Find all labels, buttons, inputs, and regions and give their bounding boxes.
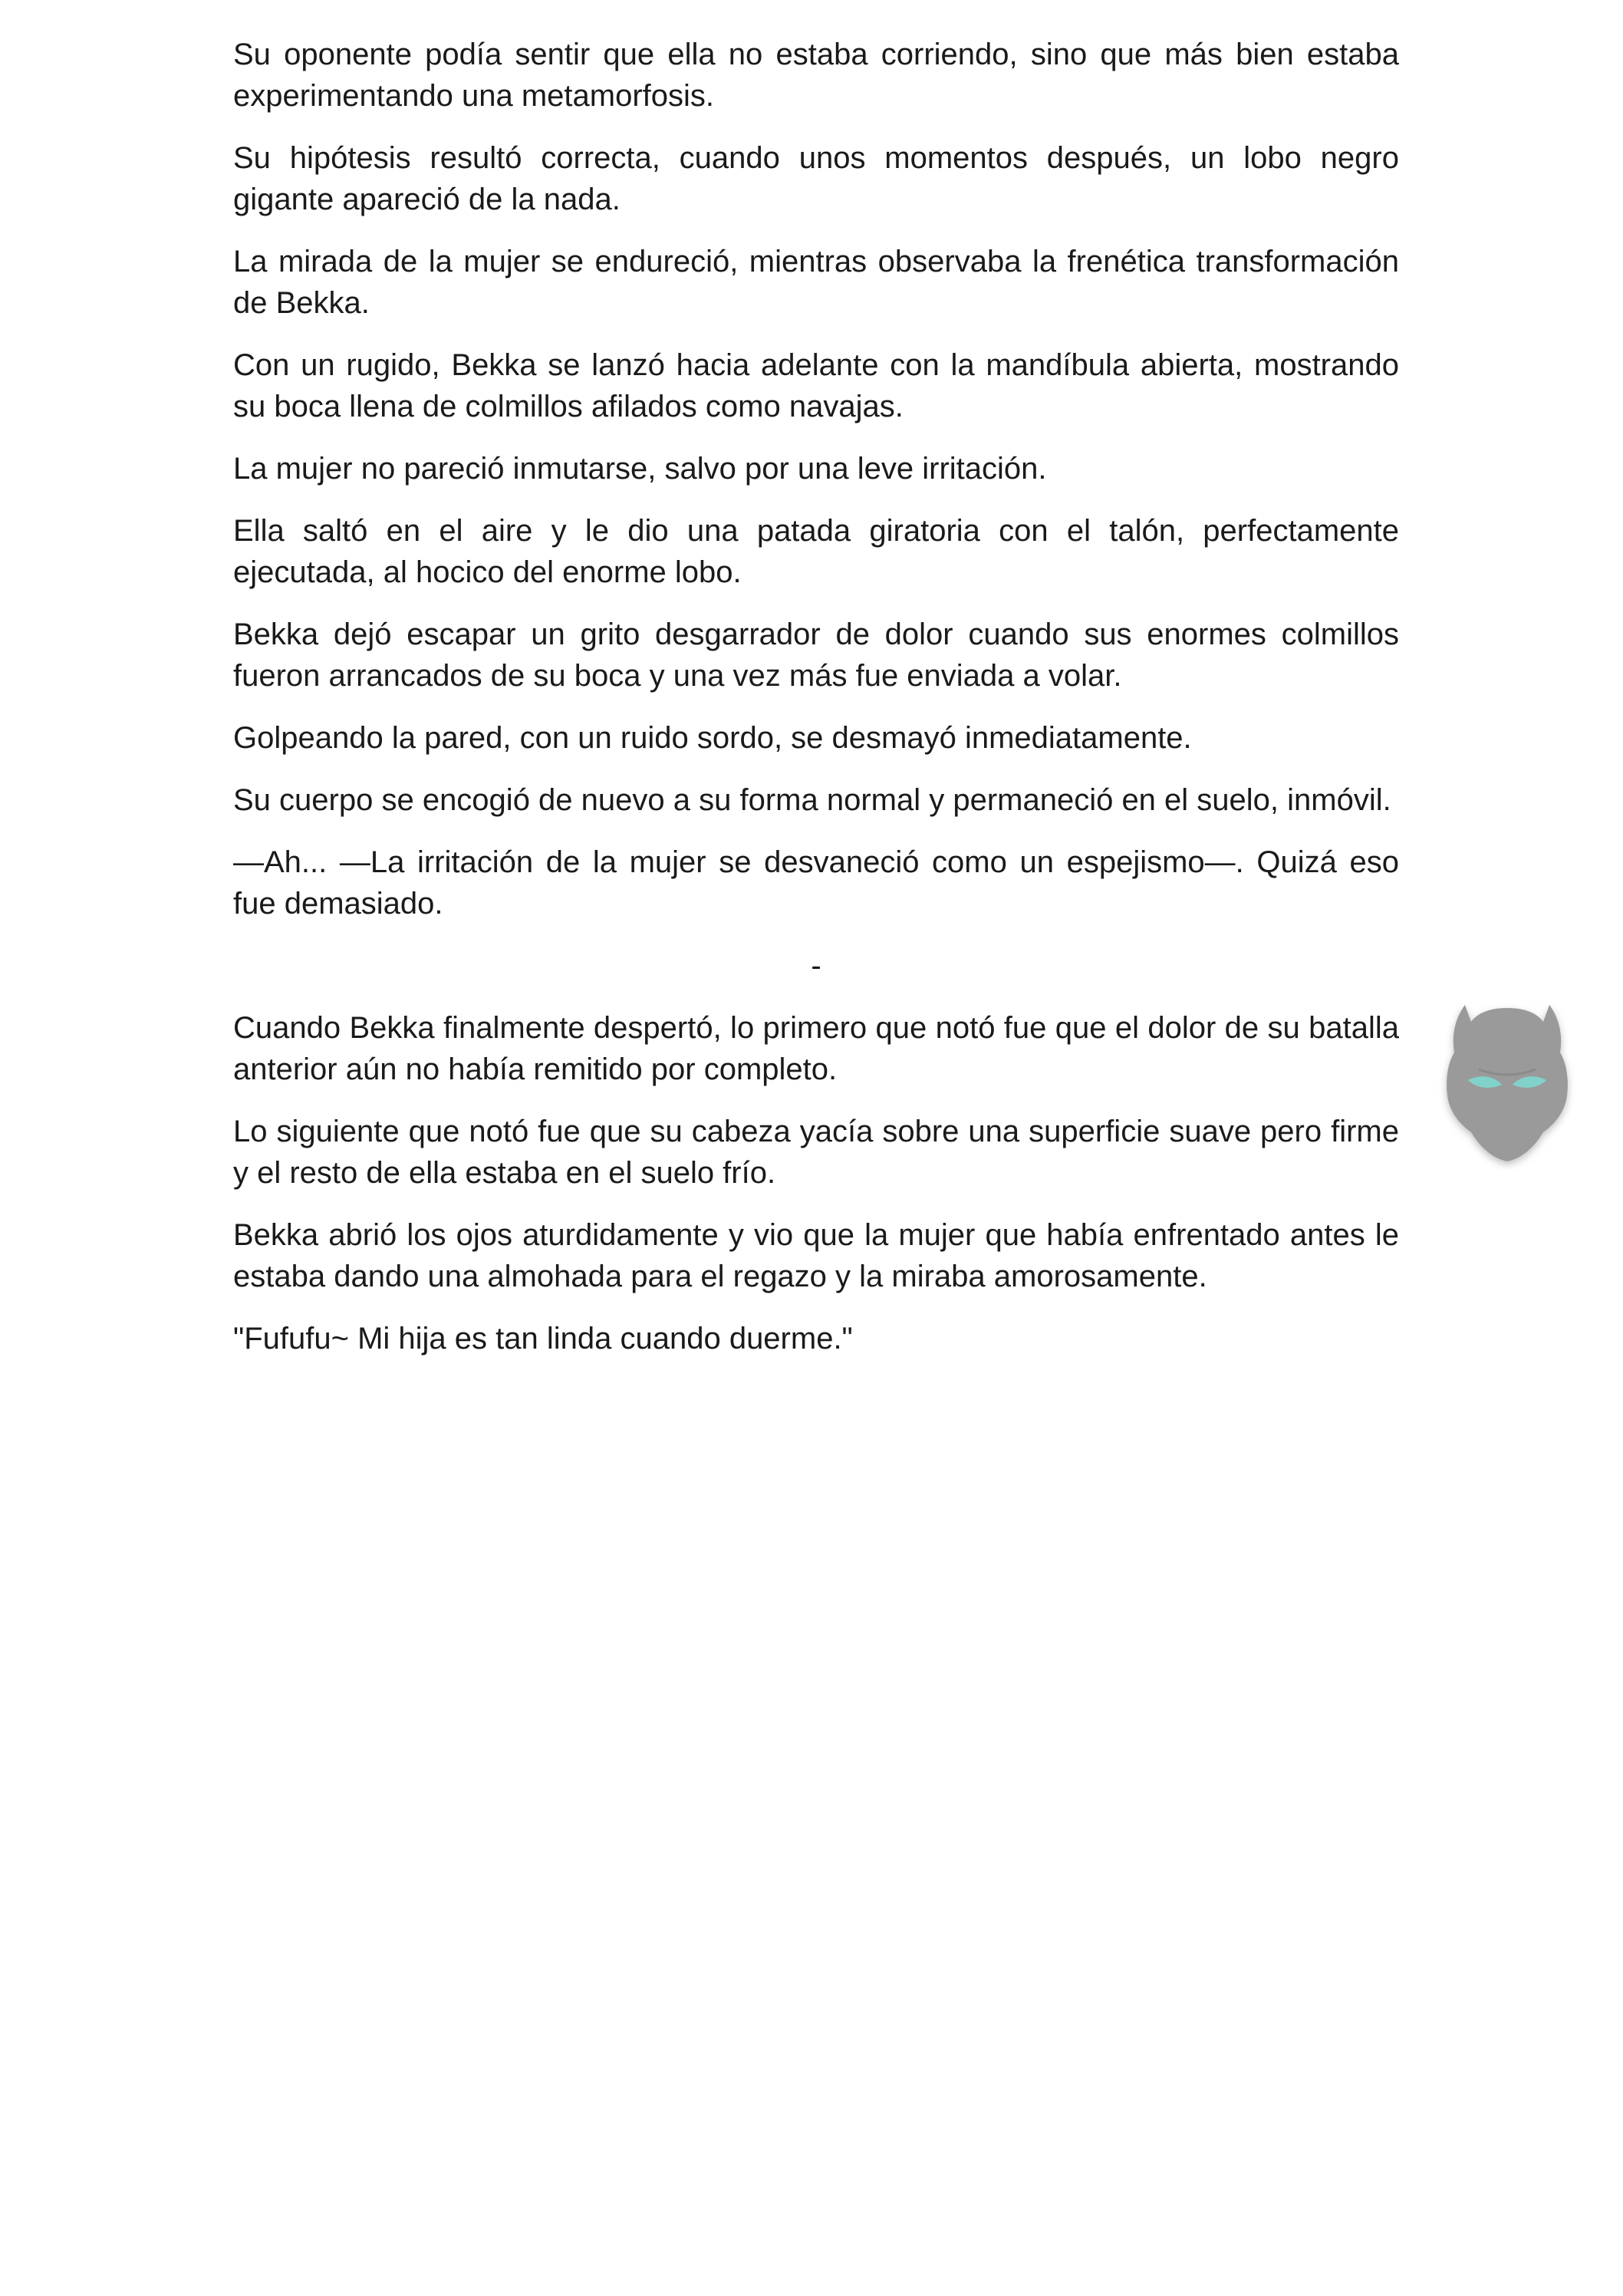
demon-head-icon bbox=[1434, 994, 1580, 1171]
paragraph-5: La mujer no pareció inmutarse, salvo por una leve irritación. bbox=[233, 452, 1047, 486]
paragraph-13: Bekka abrió los ojos aturdidamente y vio que la mujer que había enfrentado antes le estaba dando una almohada para el regazo y la miraba amorosamente. bbox=[233, 1218, 1399, 1293]
text-column bbox=[233, 34, 1399, 1359]
paragraph-12: Lo siguiente que notó fue que su cabeza yacía sobre una superficie suave pero firme y el resto de ella estaba en el suelo frío. bbox=[233, 1115, 1399, 1190]
watermark-logo bbox=[1434, 994, 1580, 1171]
paragraph-2: Su hipótesis resultó correcta, cuando unos momentos después, un lobo negro gigante apareció de la nada. bbox=[233, 141, 1399, 216]
paragraph-10: —Ah... —La irritación de la mujer se desvaneció como un espejismo—. Quizá eso fue demasiado. bbox=[233, 845, 1399, 921]
paragraph-7: Bekka dejó escapar un grito desgarrador de dolor cuando sus enormes colmillos fueron arrancados de su boca y una vez más fue enviada a volar. bbox=[233, 618, 1399, 693]
paragraph-4: Con un rugido, Bekka se lanzó hacia adelante con la mandíbula abierta, mostrando su boca llena de colmillos afilados como navajas. bbox=[233, 348, 1399, 423]
paragraph-8: Golpeando la pared, con un ruido sordo, se desmayó inmediatamente. bbox=[233, 721, 1192, 755]
paragraph-11: Cuando Bekka finalmente despertó, lo primero que notó fue que el dolor de su batalla anterior aún no había remitido por completo. bbox=[233, 1011, 1399, 1086]
scene-break: - bbox=[811, 949, 821, 983]
paragraph-3: La mirada de la mujer se endureció, mientras observaba la frenética transformación de Bekka. bbox=[233, 245, 1399, 320]
paragraph-9: Su cuerpo se encogió de nuevo a su forma normal y permaneció en el suelo, inmóvil. bbox=[233, 783, 1391, 817]
paragraph-1: Su oponente podía sentir que ella no estaba corriendo, sino que más bien estaba experimentando una metamorfosis. bbox=[233, 38, 1399, 113]
paragraph-14: "Fufufu~ Mi hija es tan linda cuando duerme." bbox=[233, 1322, 853, 1356]
paragraph-6: Ella saltó en el aire y le dio una patada giratoria con el talón, perfectamente ejecutada, al hocico del enorme lobo. bbox=[233, 514, 1399, 589]
